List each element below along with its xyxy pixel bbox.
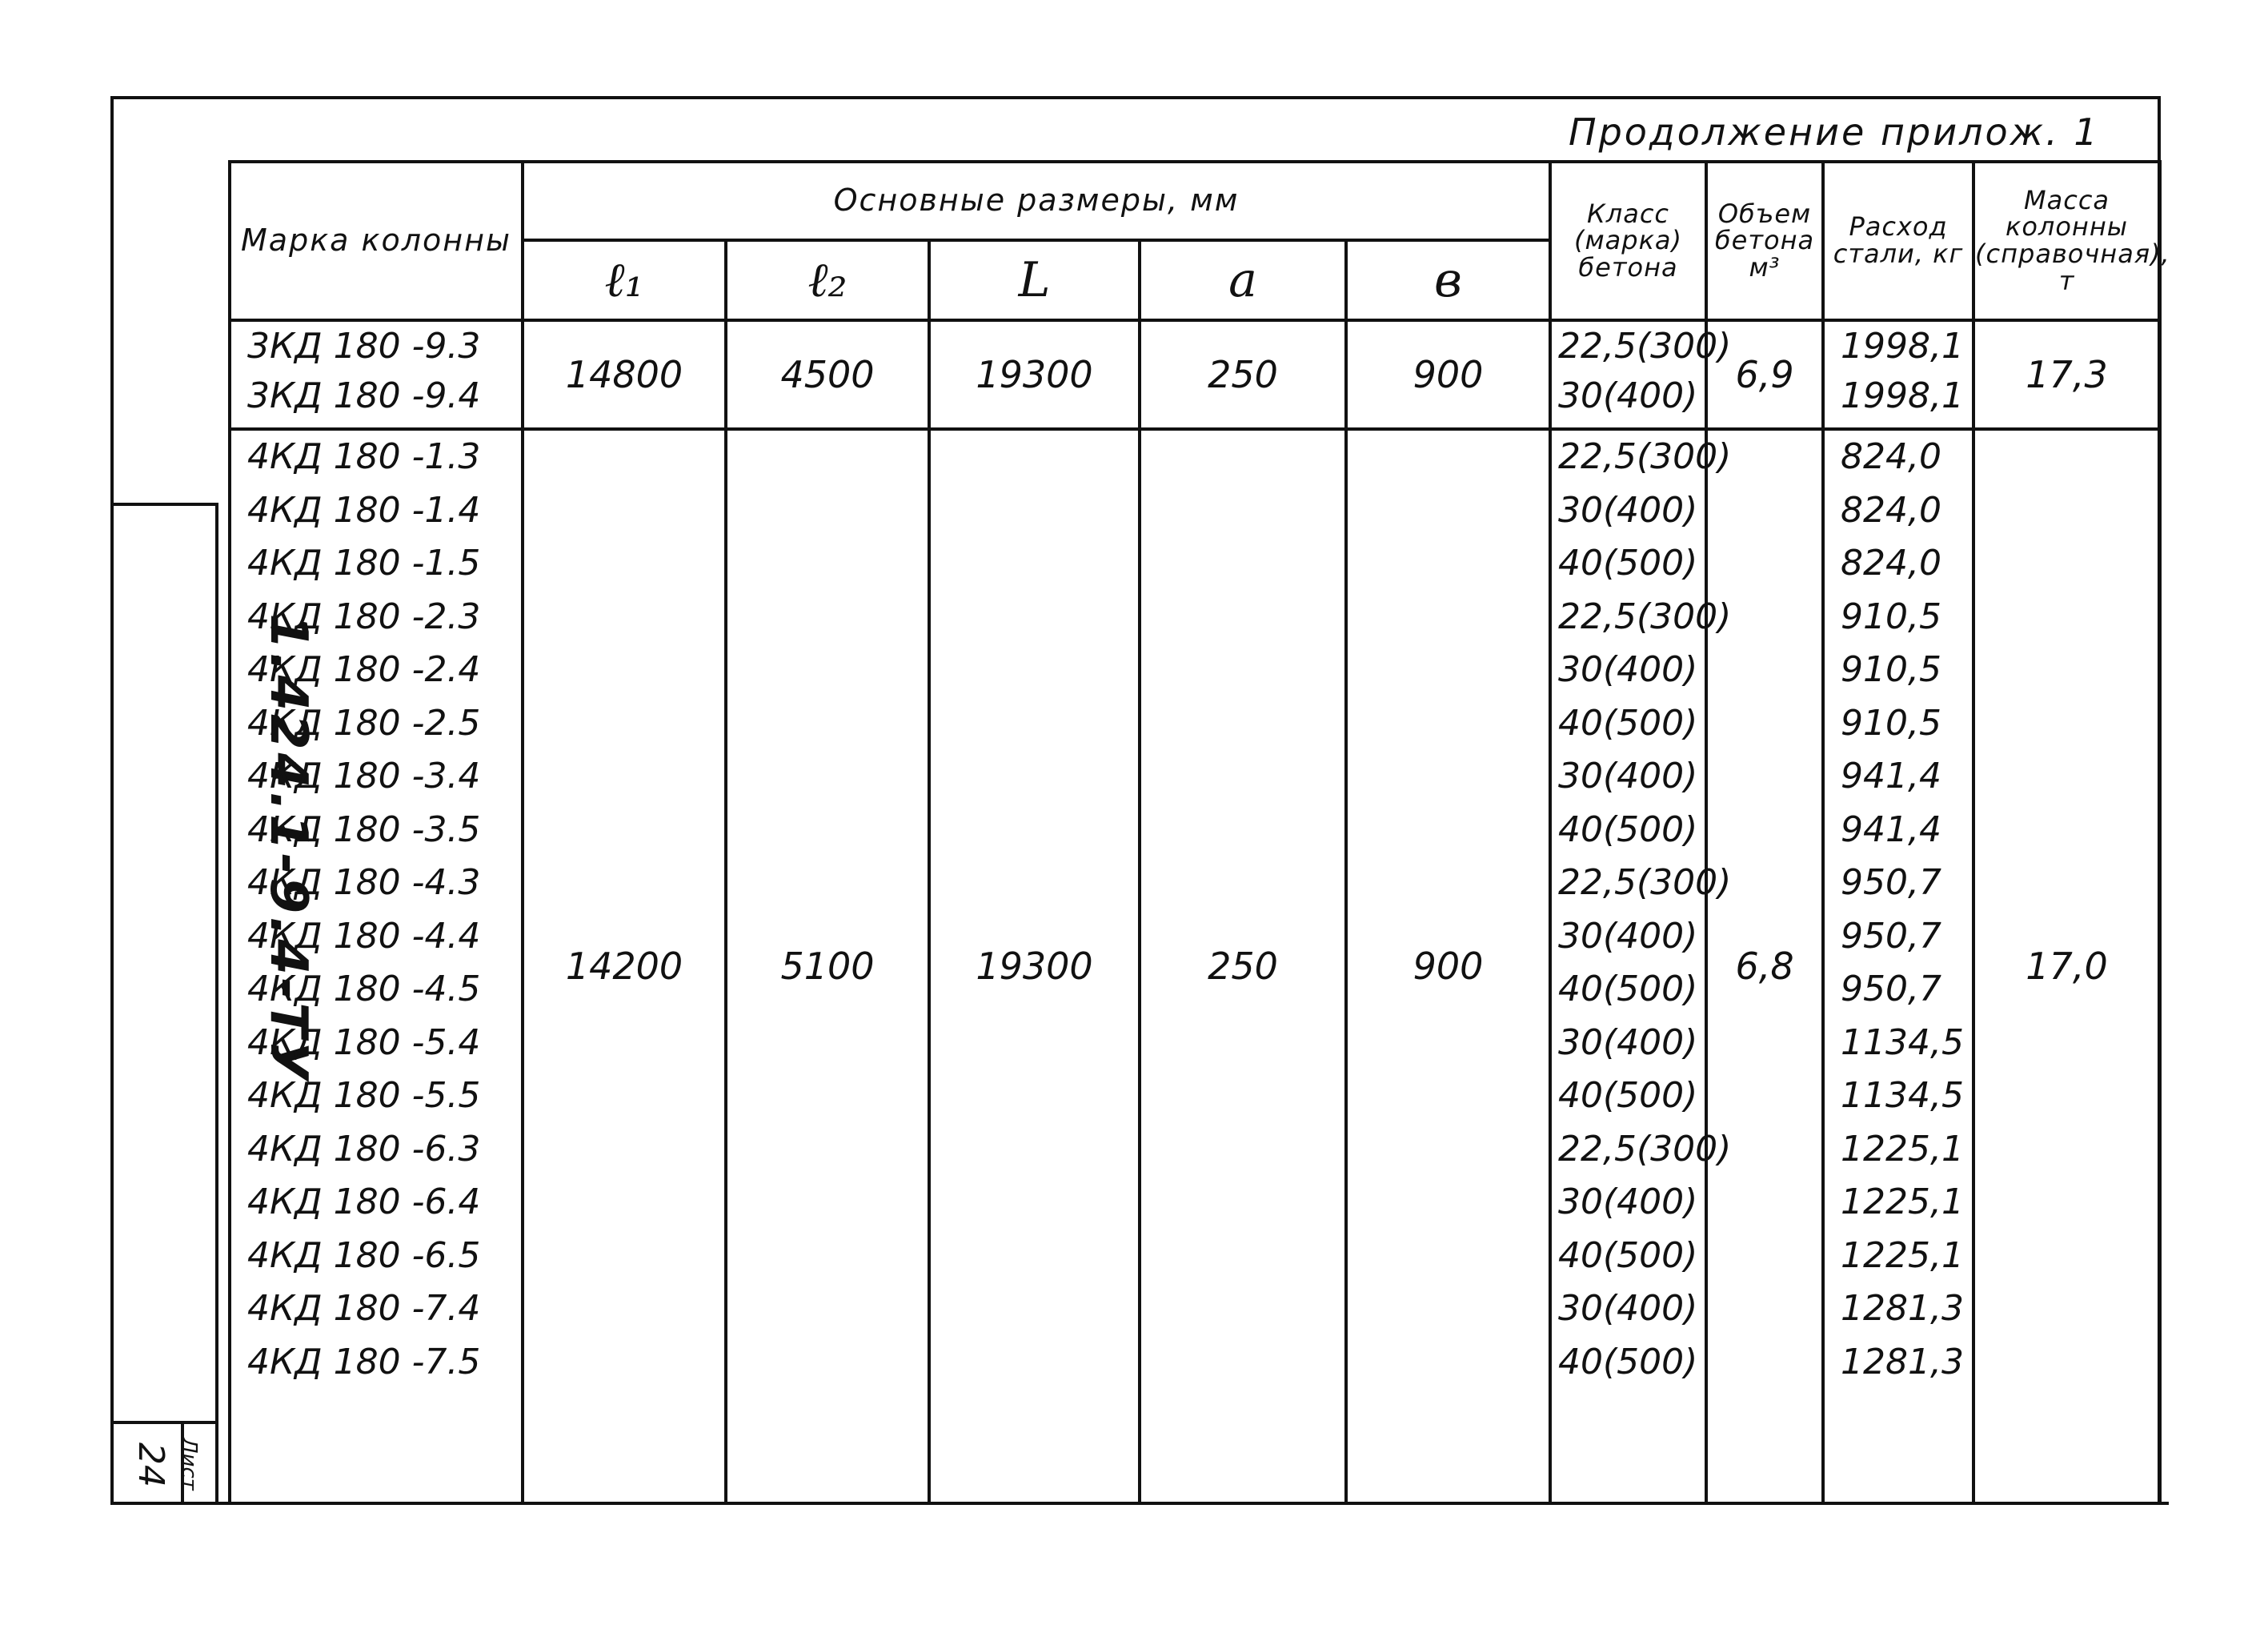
list-item: 22,5(300) (1558, 1128, 1732, 1170)
list-item: 4КД 180 -6.4 (247, 1182, 481, 1222)
list-item: 4КД 180 -4.4 (247, 915, 481, 957)
list-item: 4КД 180 -7.4 (247, 1288, 481, 1329)
list-item: 40(500) (1558, 1234, 1698, 1276)
L-group-1: 19300 (929, 320, 1140, 429)
marks-group-1 (230, 320, 523, 429)
header-l1: ℓ₁ (523, 240, 726, 320)
header-L: L (929, 240, 1140, 320)
table-row-group-1 (230, 320, 2160, 429)
list-item: 22,5(300) (1558, 436, 1732, 477)
list-item: 40(500) (1558, 1075, 1698, 1116)
header-main-dimensions: Основные размеры, мм (523, 162, 1550, 240)
list-item: 1134,5 (1841, 1021, 1964, 1063)
list-item: 910,5 (1841, 702, 1941, 744)
list-item: 1998,1 (1841, 326, 1964, 367)
volume-group-1: 6,9 (1706, 320, 1823, 429)
list-item: 30(400) (1558, 1182, 1698, 1222)
L-group-2: 19300 (929, 429, 1140, 1503)
list-item: 30(400) (1558, 649, 1698, 690)
header-concrete-class: Класс (марка) бетона (1550, 162, 1706, 320)
list-item: 1281,3 (1841, 1341, 1964, 1382)
list-item: 30(400) (1558, 1288, 1698, 1329)
list-item: 4КД 180 -4.3 (247, 862, 481, 903)
list-item: 910,5 (1841, 649, 1941, 690)
steel-group-2 (1823, 429, 1973, 1503)
mass-group-1: 17,3 (1973, 320, 2160, 429)
list-item: 3КД 180 -9.4 (247, 375, 481, 416)
list-item: 4КД 180 -7.5 (247, 1341, 481, 1382)
header-l2: ℓ₂ (726, 240, 929, 320)
list-item: 30(400) (1558, 489, 1698, 531)
header-mark: Марка колонны (230, 162, 523, 320)
steel-group-1 (1823, 320, 1973, 429)
header-concrete-volume: Объем бетона м³ (1706, 162, 1823, 320)
list-item: 4КД 180 -5.5 (247, 1075, 481, 1116)
list-item: 1225,1 (1841, 1182, 1964, 1222)
list-item: 950,7 (1841, 862, 1941, 903)
list-item: 4КД 180 -2.3 (247, 596, 481, 637)
l1-group-2: 14200 (523, 429, 726, 1503)
list-item: 4КД 180 -2.4 (247, 649, 481, 690)
list-item: 1134,5 (1841, 1075, 1964, 1116)
list-item: 40(500) (1558, 969, 1698, 1009)
list-item: 22,5(300) (1558, 326, 1732, 367)
document-code: 1.424.1-9.4-ТУ (258, 613, 318, 1084)
mass-group-2: 17,0 (1973, 429, 2160, 1503)
list-item: 30(400) (1558, 915, 1698, 957)
a-group-1: 250 (1140, 320, 1346, 429)
header-column-mass: Масса колонны (справочная), т (1973, 162, 2160, 320)
list-item: 22,5(300) (1558, 862, 1732, 903)
list-item: 4КД 180 -4.5 (247, 969, 481, 1009)
list-item: 40(500) (1558, 1341, 1698, 1382)
header-b: в (1346, 240, 1550, 320)
list-item: 40(500) (1558, 808, 1698, 850)
continuation-note: Продолжение прилож. 1 (1569, 110, 2100, 154)
list-item: 1225,1 (1841, 1128, 1964, 1170)
header-a: a (1140, 240, 1346, 320)
list-item: 40(500) (1558, 543, 1698, 584)
b-group-2: 900 (1346, 429, 1550, 1503)
list-item: 950,7 (1841, 969, 1941, 1009)
list-item: 4КД 180 -2.5 (247, 702, 481, 744)
class-group-2 (1550, 429, 1732, 1503)
marks-group-2 (230, 429, 523, 1503)
list-item: 941,4 (1841, 808, 1941, 850)
list-item: 824,0 (1841, 436, 1941, 477)
sheet-box (110, 1421, 218, 1505)
list-item: 1225,1 (1841, 1234, 1964, 1276)
list-item: 950,7 (1841, 915, 1941, 957)
list-item: 4КД 180 -3.5 (247, 808, 481, 850)
l1-group-1: 14800 (523, 320, 726, 429)
table-row-group-2 (230, 429, 2160, 1503)
volume-group-2: 6,8 (1706, 429, 1823, 1503)
list-item: 40(500) (1558, 702, 1698, 744)
class-group-1 (1550, 320, 1732, 429)
list-item: 4КД 180 -6.5 (247, 1234, 481, 1276)
list-item: 30(400) (1558, 756, 1698, 796)
b-group-1: 900 (1346, 320, 1550, 429)
columns-table (228, 160, 2170, 1505)
list-item: 4КД 180 -6.3 (247, 1128, 481, 1170)
sheet-label: Лист (177, 1438, 201, 1491)
list-item: 30(400) (1558, 375, 1698, 416)
a-group-2: 250 (1140, 429, 1346, 1503)
list-item: 910,5 (1841, 596, 1941, 637)
list-item: 4КД 180 -1.4 (247, 489, 481, 531)
list-item: 4КД 180 -3.4 (247, 756, 481, 796)
list-item: 22,5(300) (1558, 596, 1732, 637)
header-steel-consumption: Расход стали, кг (1823, 162, 1973, 320)
list-item: 4КД 180 -1.3 (247, 436, 481, 477)
list-item: 1281,3 (1841, 1288, 1964, 1329)
l2-group-1: 4500 (726, 320, 929, 429)
list-item: 4КД 180 -5.4 (247, 1021, 481, 1063)
side-stamp-block (110, 503, 218, 1505)
list-item: 824,0 (1841, 489, 1941, 531)
sheet-number: 24 (130, 1442, 171, 1487)
list-item: 1998,1 (1841, 375, 1964, 416)
l2-group-2: 5100 (726, 429, 929, 1503)
list-item: 3КД 180 -9.3 (247, 326, 481, 367)
list-item: 30(400) (1558, 1021, 1698, 1063)
list-item: 824,0 (1841, 543, 1941, 584)
list-item: 941,4 (1841, 756, 1941, 796)
list-item: 4КД 180 -1.5 (247, 543, 481, 584)
